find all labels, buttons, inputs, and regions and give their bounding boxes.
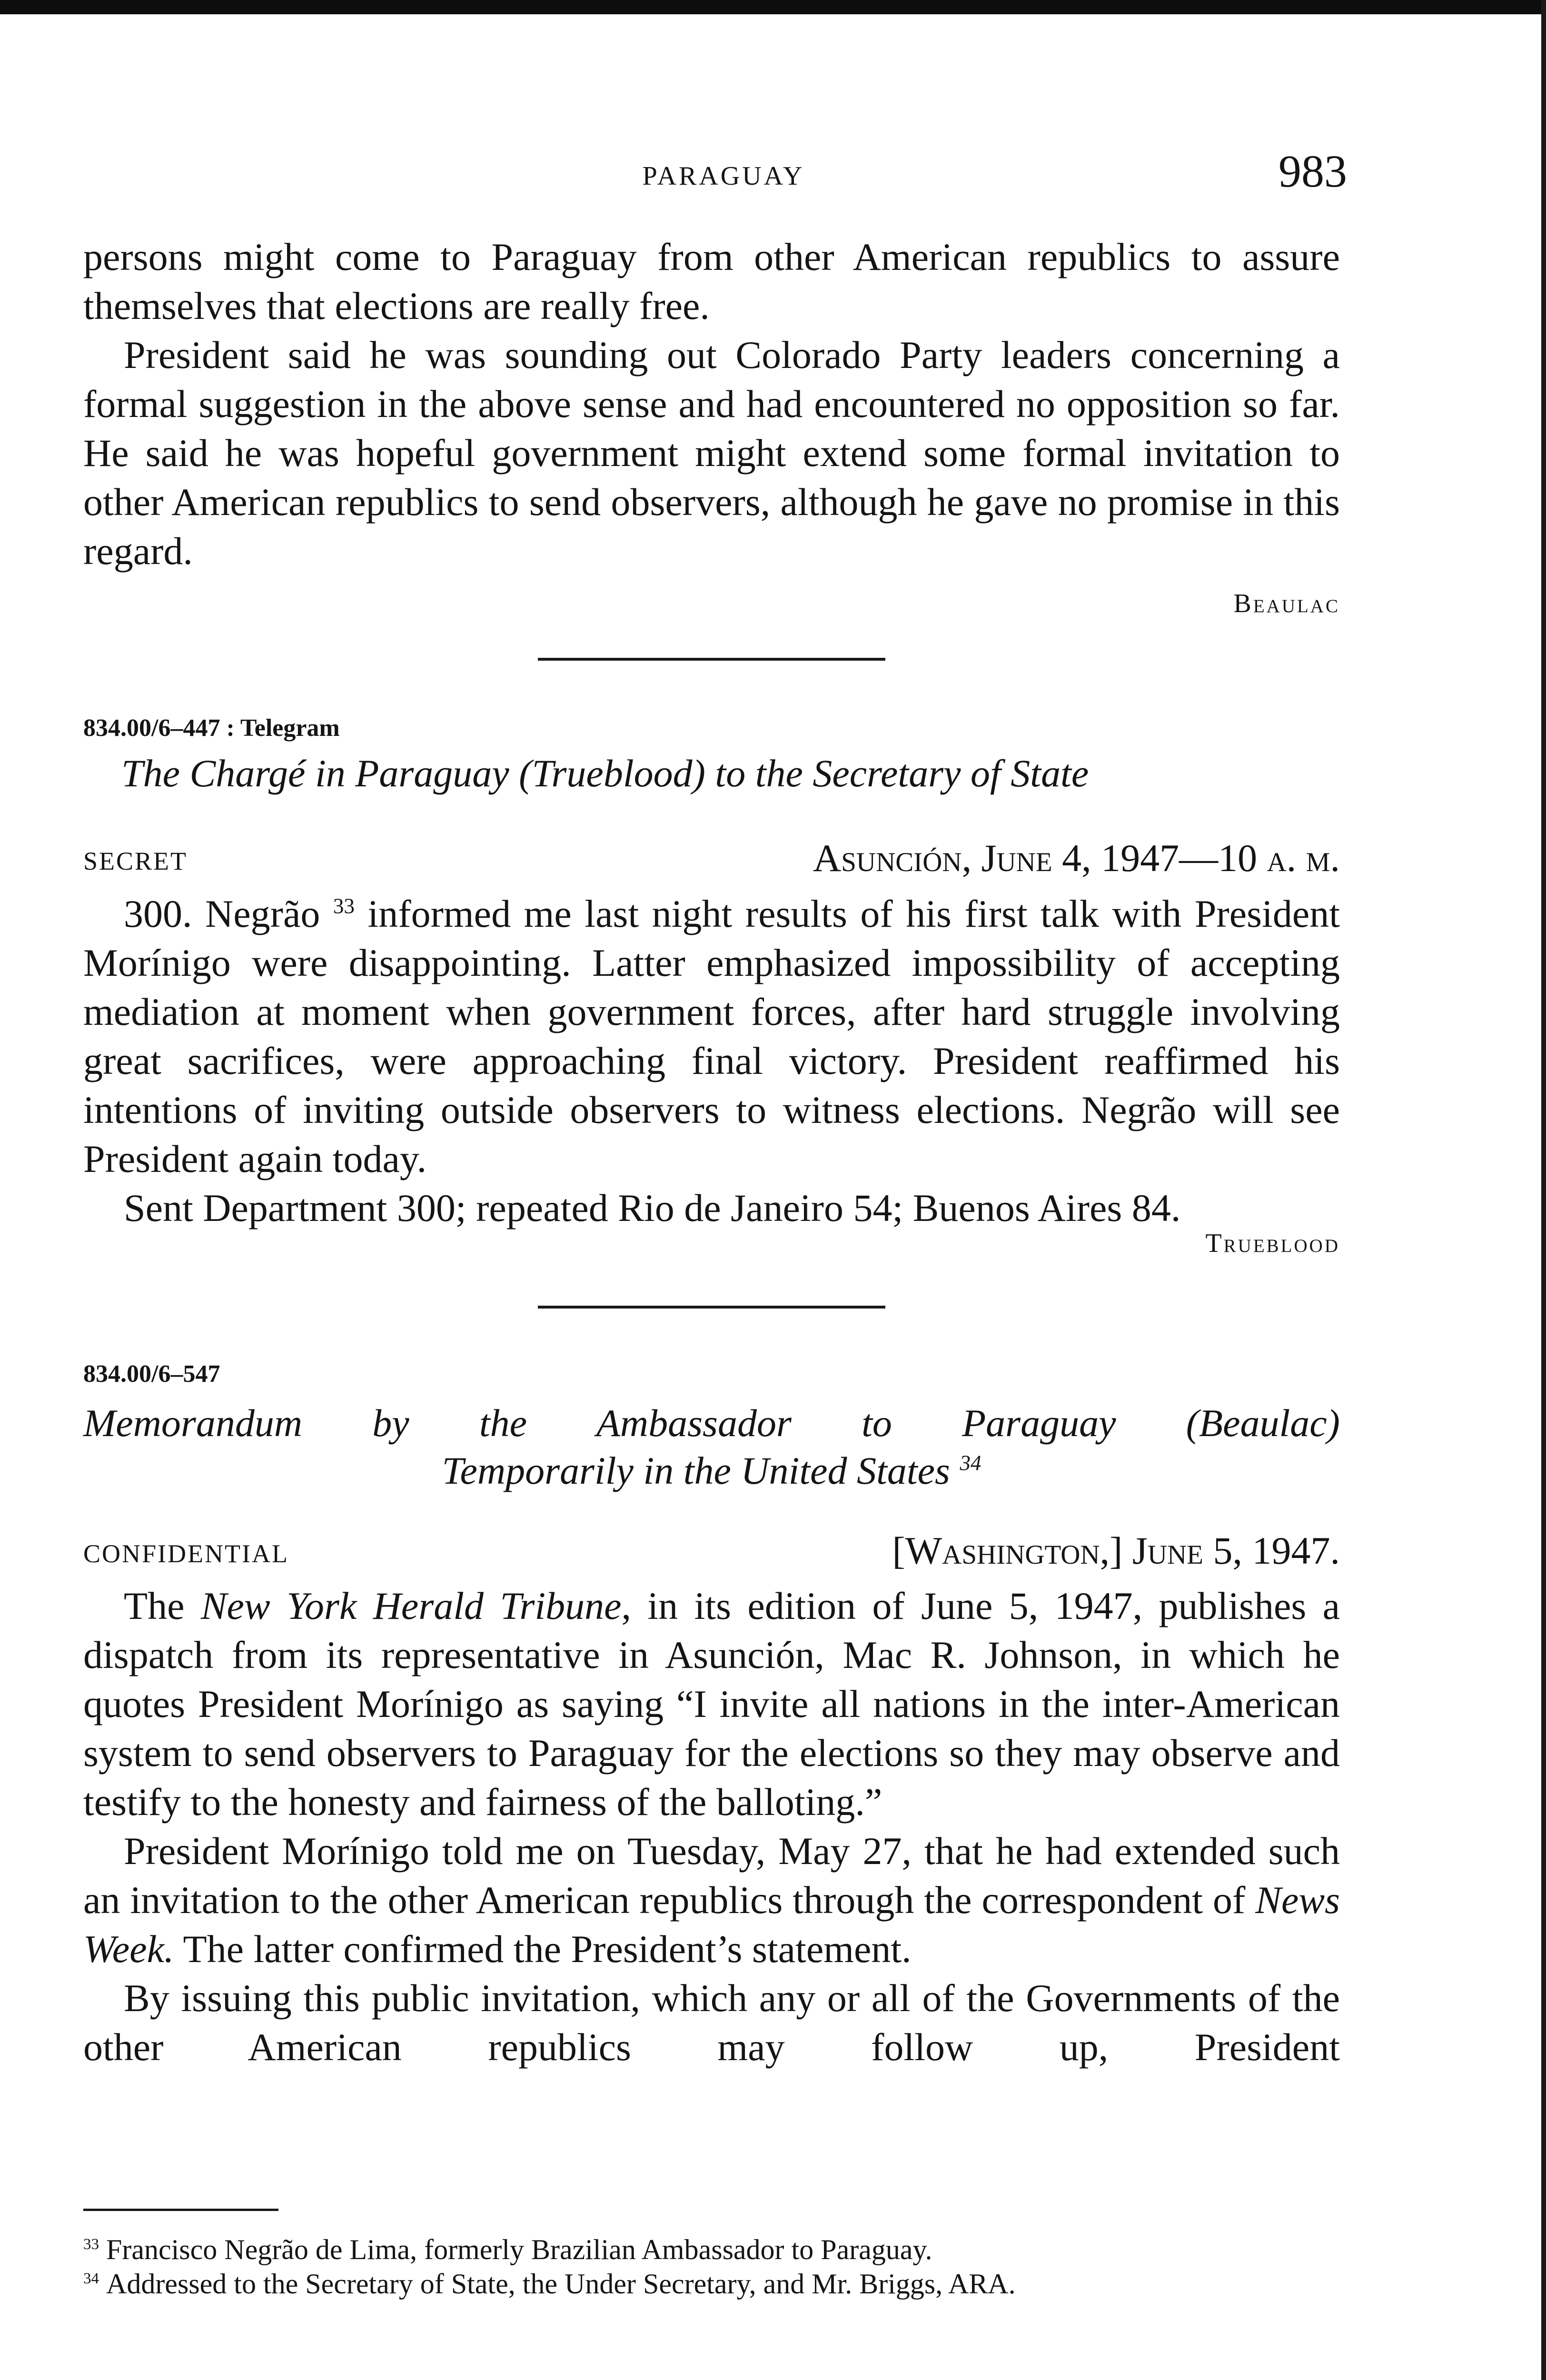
- running-head: [83, 146, 1347, 200]
- continuation-text: [83, 232, 1340, 575]
- signature-trueblood: Trueblood: [1205, 1229, 1340, 1258]
- paragraph-text: informed me last night results of his first talk with President Morínigo were disappointing. Latter emphasized impossibility of accepting mediation at moment when government forces, after hard struggle involving great sacrifices, were approaching final victory. President reaffirmed his intentions of inviting outside observers to witness elections. Negrão will see President again today.: [83, 892, 1340, 1180]
- running-title: PARAGUAY: [642, 161, 805, 191]
- dateline-row: [83, 1521, 1340, 1573]
- classification: CONFIDENTIAL: [83, 1539, 289, 1568]
- footnote-ref: 34: [960, 1451, 981, 1475]
- section-divider: [538, 1306, 885, 1309]
- dateline-row: [83, 828, 1340, 881]
- newspaper-title: New York Herald Tribune: [200, 1584, 622, 1627]
- paragraph: President Morínigo told me on Tuesday, May 27, that he had extended such an invitation to the other American republics through the correspondent of News Week. The latter confirmed the President’s statement.: [83, 1829, 1340, 1971]
- paragraph: persons might come to Paraguay from other American republics to assure themselves that elections are really free.: [83, 235, 1340, 327]
- paragraph: President said he was sounding out Colorado Party leaders concerning a formal suggestion in the above sense and had encountered no opposition so far. He said he was hopeful government might extend some formal invitation to other American republics to send observers, although he gave no promise in this regard.: [83, 333, 1340, 573]
- paragraph: The New York Herald Tribune, in its edition of June 5, 1947, publishes a dispatch from its representative in Asunción, Mac R. Johnson, in which he quotes President Morínigo as saying “I invite all nations in the inter-American system to send observers to Paraguay for the elections so they may observe and testify to the honesty and fairness of the balloting.”: [83, 1584, 1340, 1824]
- right-border: [1541, 0, 1546, 2380]
- document-title: The Chargé in Paraguay (Trueblood) to the Secretary of State: [121, 752, 1089, 795]
- footnote-rule: [83, 2209, 278, 2211]
- document-title-line1: Memorandum by the Ambassador to Paraguay (Beaulac): [83, 1401, 1340, 1445]
- page-number: 983: [1278, 146, 1347, 197]
- signature-beaulac: Beaulac: [1233, 589, 1340, 618]
- telegram-text: [83, 889, 1340, 1232]
- footnote-ref: 33: [333, 894, 355, 918]
- document-title-line2: [83, 1447, 1340, 1495]
- paragraph: [83, 889, 1340, 1183]
- footnote: $^{33}$ Francisco Negrão de Lima, formerly Brazilian Ambassador to Paraguay.: [83, 2234, 932, 2265]
- document-page: [83, 0, 1347, 2380]
- paragraph: Sent Department 300; repeated Rio de Janeiro 54; Buenos Aires 84.: [124, 1186, 1181, 1230]
- file-number: 834.00/6–547: [83, 1360, 220, 1388]
- classification: SECRET: [83, 847, 188, 875]
- paragraph: By issuing this public invitation, which any or all of the Governments of the other American republics may follow up, President: [83, 1976, 1340, 2069]
- footnotes: [83, 2232, 1340, 2301]
- magazine-title: News Week.: [83, 1878, 1340, 1971]
- footnote: $^{34}$ Addressed to the Secretary of State, the Under Secretary, and Mr. Briggs, ARA.: [83, 2268, 1016, 2300]
- file-number: 834.00/6–447 : Telegram: [83, 714, 340, 742]
- memorandum-text: [83, 1581, 1340, 2072]
- dateline: [Washington,] June 5, 1947.: [892, 1529, 1340, 1572]
- section-divider: [538, 658, 885, 661]
- title-text: Temporarily in the United States: [442, 1449, 950, 1492]
- paragraph-number: 300. Negrão: [124, 892, 320, 935]
- dateline: Asunción, June 4, 1947—10 a. m.: [813, 836, 1340, 880]
